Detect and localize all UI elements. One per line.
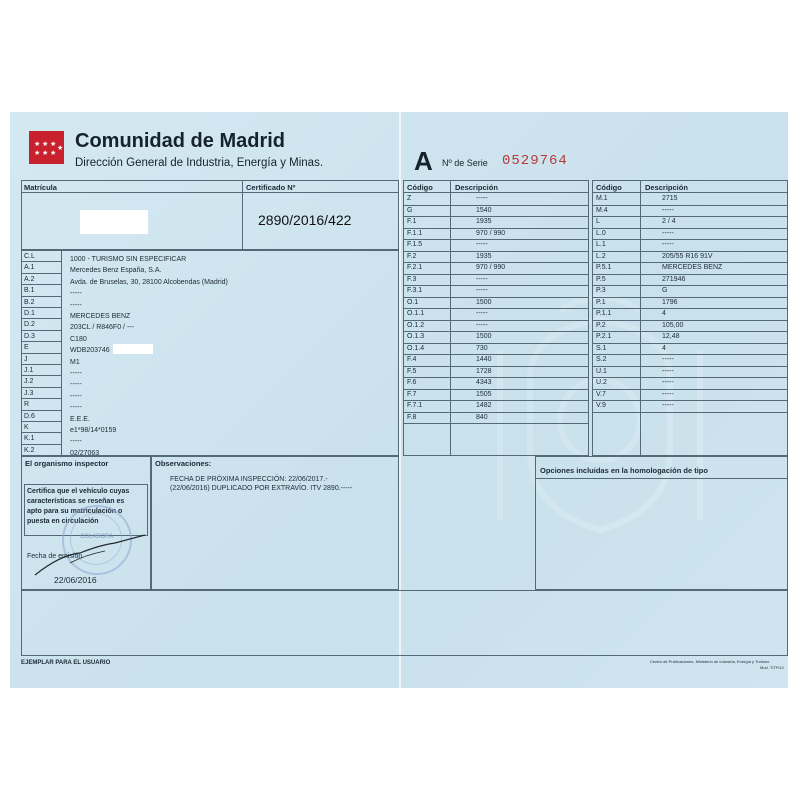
right-table-code: M.4 (596, 206, 608, 214)
left-value: ----- (70, 301, 82, 309)
mid-table-value: 1728 (476, 367, 492, 375)
mid-table-code: F.6 (407, 379, 417, 386)
mid-table-value: 1440 (476, 356, 492, 363)
left-code: J.1 (24, 367, 34, 374)
mid-table-value: 730 (476, 344, 488, 352)
mid-table-code: Z (407, 195, 412, 202)
mid-table-value: ----- (476, 310, 488, 317)
right-table-code: L (596, 218, 600, 225)
right-table-value: 4 (662, 310, 666, 317)
right-table-value: ----- (662, 241, 674, 248)
left-value: ----- (70, 381, 82, 389)
right-table-value: 12,48 (662, 333, 680, 340)
serie-number: 0529764 (502, 153, 568, 169)
left-code: J (24, 355, 28, 363)
mid-table-code: F.7.1 (407, 402, 423, 409)
right-table-code: V.7 (596, 390, 606, 398)
mid-table-code: G (407, 206, 413, 214)
right-table-code: U.1 (596, 367, 607, 375)
certifica-line-4: puesta en circulación (27, 518, 99, 525)
left-code: K (24, 424, 29, 431)
matricula-redaction (80, 210, 148, 234)
left-code: D.3 (24, 332, 35, 340)
left-value: ----- (70, 404, 82, 412)
right-table-value: 271946 (662, 275, 686, 283)
left-code: A.2 (24, 275, 35, 283)
right-table-code: P.2 (596, 321, 606, 329)
right-table-code: L.2 (596, 252, 606, 260)
left-value: M1 (70, 358, 80, 366)
left-value: 1000 - TURISMO SIN ESPECIFICAR (70, 256, 187, 263)
left-value: 02/27063 (70, 449, 100, 457)
right-table-code: L.1 (596, 241, 606, 248)
certifica-line-1: Certifica que el vehículo cuyas (27, 488, 130, 495)
left-code: R (24, 401, 30, 409)
certificado-label: Certificado Nº (246, 183, 296, 192)
left-value: ----- (70, 392, 82, 400)
inspector-label: El organismo inspector (25, 459, 109, 468)
mid-table-code: O.1 (407, 298, 419, 306)
left-value: ----- (70, 290, 82, 298)
mid-table-value: 970 / 990 (476, 264, 506, 271)
mid-table-value: 1482 (476, 402, 492, 409)
right-table-code: M.1 (596, 195, 608, 202)
mid-table-value: 1540 (476, 206, 492, 214)
fecha-label: Fecha de emisión (27, 553, 83, 560)
form-letter: A (414, 146, 433, 176)
certifica-line-3: apto para su matriculación o (27, 508, 123, 515)
observaciones-line-1: FECHA DE PRÓXIMA INSPECCIÓN: 22/06/2017.- (170, 476, 328, 483)
mid-table-code: F.2.1 (407, 264, 423, 271)
right-table-value: 4 (662, 344, 666, 352)
right-table-value: 205/55 R16 91V (662, 252, 713, 260)
mid-table-code: F.5 (407, 367, 417, 375)
right-desc-header: Descripción (645, 183, 688, 192)
left-code: D.1 (24, 310, 35, 317)
mid-table-code: F.4 (407, 356, 417, 363)
stamp-text: COLABORA (80, 534, 114, 540)
mid-table-value: 1500 (476, 298, 492, 306)
mid-table-code: F.1 (407, 218, 417, 225)
mid-table-value: ----- (476, 287, 488, 294)
mid-table-value: ----- (476, 241, 488, 248)
mid-table-value: 970 / 990 (476, 229, 506, 237)
serie-label: Nº de Serie (442, 158, 488, 168)
mid-table-value: 1500 (476, 333, 492, 340)
left-code: B.2 (24, 298, 35, 306)
mid-code-header: Código (407, 183, 433, 192)
right-table-value: ----- (662, 367, 674, 375)
right-table-code: P.3 (596, 287, 606, 294)
left-value: MERCEDES BENZ (70, 313, 131, 320)
vin-redaction (113, 344, 153, 354)
mid-table-value: 1935 (476, 218, 492, 225)
mid-table-value: 4343 (476, 379, 492, 386)
right-table-value: 2715 (662, 195, 678, 202)
madrid-logo-icon: ★ ★ ★ ★ ★ ★ ★ (29, 131, 64, 164)
mid-table-value: ----- (476, 275, 488, 283)
left-code: K.1 (24, 435, 35, 443)
left-code: J.2 (24, 378, 34, 386)
left-value: ----- (70, 370, 82, 377)
mid-table-value: ----- (476, 195, 488, 202)
left-value: C180 (70, 335, 87, 343)
left-value: 203CL / R846F0 / --- (70, 324, 134, 332)
mid-table-code: F.2 (407, 252, 417, 260)
right-table-code: U.2 (596, 379, 607, 386)
right-table-code: P.5.1 (596, 264, 612, 271)
mid-table-value: ----- (476, 321, 488, 329)
right-table-code: S.1 (596, 344, 607, 352)
left-code: C.L (24, 253, 35, 260)
header-title: Comunidad de Madrid (75, 130, 285, 152)
opciones-box (535, 456, 788, 590)
left-code: J.3 (24, 389, 34, 397)
certificado-value: 2890/2016/422 (258, 212, 352, 228)
right-table-code: S.2 (596, 356, 607, 363)
mid-table-code: O.1.3 (407, 333, 425, 340)
right-table-value: ----- (662, 229, 674, 237)
left-value: ----- (70, 438, 82, 446)
footer-left: EJEMPLAR PARA EL USUARIO (21, 660, 111, 666)
right-table-value: ----- (662, 379, 674, 386)
left-value: Mercedes Benz España, S.A. (70, 267, 162, 275)
observaciones-line-2: (22/06/2016) DUPLICADO POR EXTRAVÍO. ITV 2890.----- (170, 485, 353, 492)
mid-table-code: O.1.4 (407, 344, 425, 352)
mid-table-code: F.3.1 (407, 287, 423, 294)
matricula-label: Matrícula (24, 183, 57, 192)
right-table-value: ----- (662, 356, 674, 363)
mid-table-value: 1505 (476, 390, 492, 398)
mid-table-code: F.1.1 (407, 229, 423, 237)
left-value: e1*98/14*0159 (70, 427, 117, 434)
right-table-value: ----- (662, 402, 674, 409)
left-value: WDB203746 (70, 347, 110, 355)
footer-right-1: Centro de Publicaciones. Ministerio de Industria, Energía y Turismo (650, 659, 770, 664)
mid-table-code: F.8 (407, 413, 417, 421)
right-code-header: Código (596, 183, 622, 192)
right-table-value: 2 / 4 (662, 218, 676, 225)
mid-table-code: O.1.1 (407, 310, 425, 317)
left-value: Avda. de Bruselas, 30, 28100 Alcobendas (Madrid) (70, 278, 228, 286)
mid-table-value: 840 (476, 413, 488, 421)
left-code: B.1 (24, 287, 35, 295)
left-code: A.1 (24, 264, 35, 272)
mid-table (403, 180, 589, 456)
mid-table-code: F.3 (407, 275, 417, 283)
right-table-code: P.1 (596, 298, 606, 306)
right-table-code: P.2.1 (596, 333, 612, 340)
right-table-value: MERCEDES BENZ (662, 264, 723, 271)
opciones-label: Opciones incluidas en la homologación de tipo (540, 466, 708, 475)
mid-table-code: F.1.5 (407, 241, 423, 248)
certifica-line-2: características se reseñan es (27, 498, 125, 505)
right-table-code: P.5 (596, 275, 606, 283)
footer-right-2: Mod. TITFUX (760, 665, 784, 670)
left-value: E.E.E. (70, 415, 90, 423)
mid-table-code: O.1.2 (407, 321, 425, 329)
right-table-code: L.0 (596, 229, 606, 237)
right-table (592, 180, 788, 456)
right-table-value: ----- (662, 206, 674, 214)
left-code: E (24, 344, 29, 352)
right-table-code: V.9 (596, 402, 606, 409)
right-table-value: 1796 (662, 298, 678, 306)
mid-desc-header: Descripción (455, 183, 498, 192)
fecha-value: 22/06/2016 (54, 575, 97, 585)
mid-table-code: F.7 (407, 390, 417, 398)
right-table-value: ----- (662, 390, 674, 398)
observaciones-label: Observaciones: (155, 459, 212, 468)
right-table-value: G (662, 287, 668, 294)
left-code: D.6 (24, 412, 35, 420)
right-table-value: 105,00 (662, 321, 684, 329)
header-subtitle: Dirección General de Industria, Energía y Minas. (75, 157, 324, 169)
right-table-code: P.1.1 (596, 310, 612, 317)
left-code: K.2 (24, 446, 35, 454)
mid-table-value: 1935 (476, 252, 492, 260)
left-code: D.2 (24, 321, 35, 329)
bottom-blank-box (21, 590, 788, 656)
